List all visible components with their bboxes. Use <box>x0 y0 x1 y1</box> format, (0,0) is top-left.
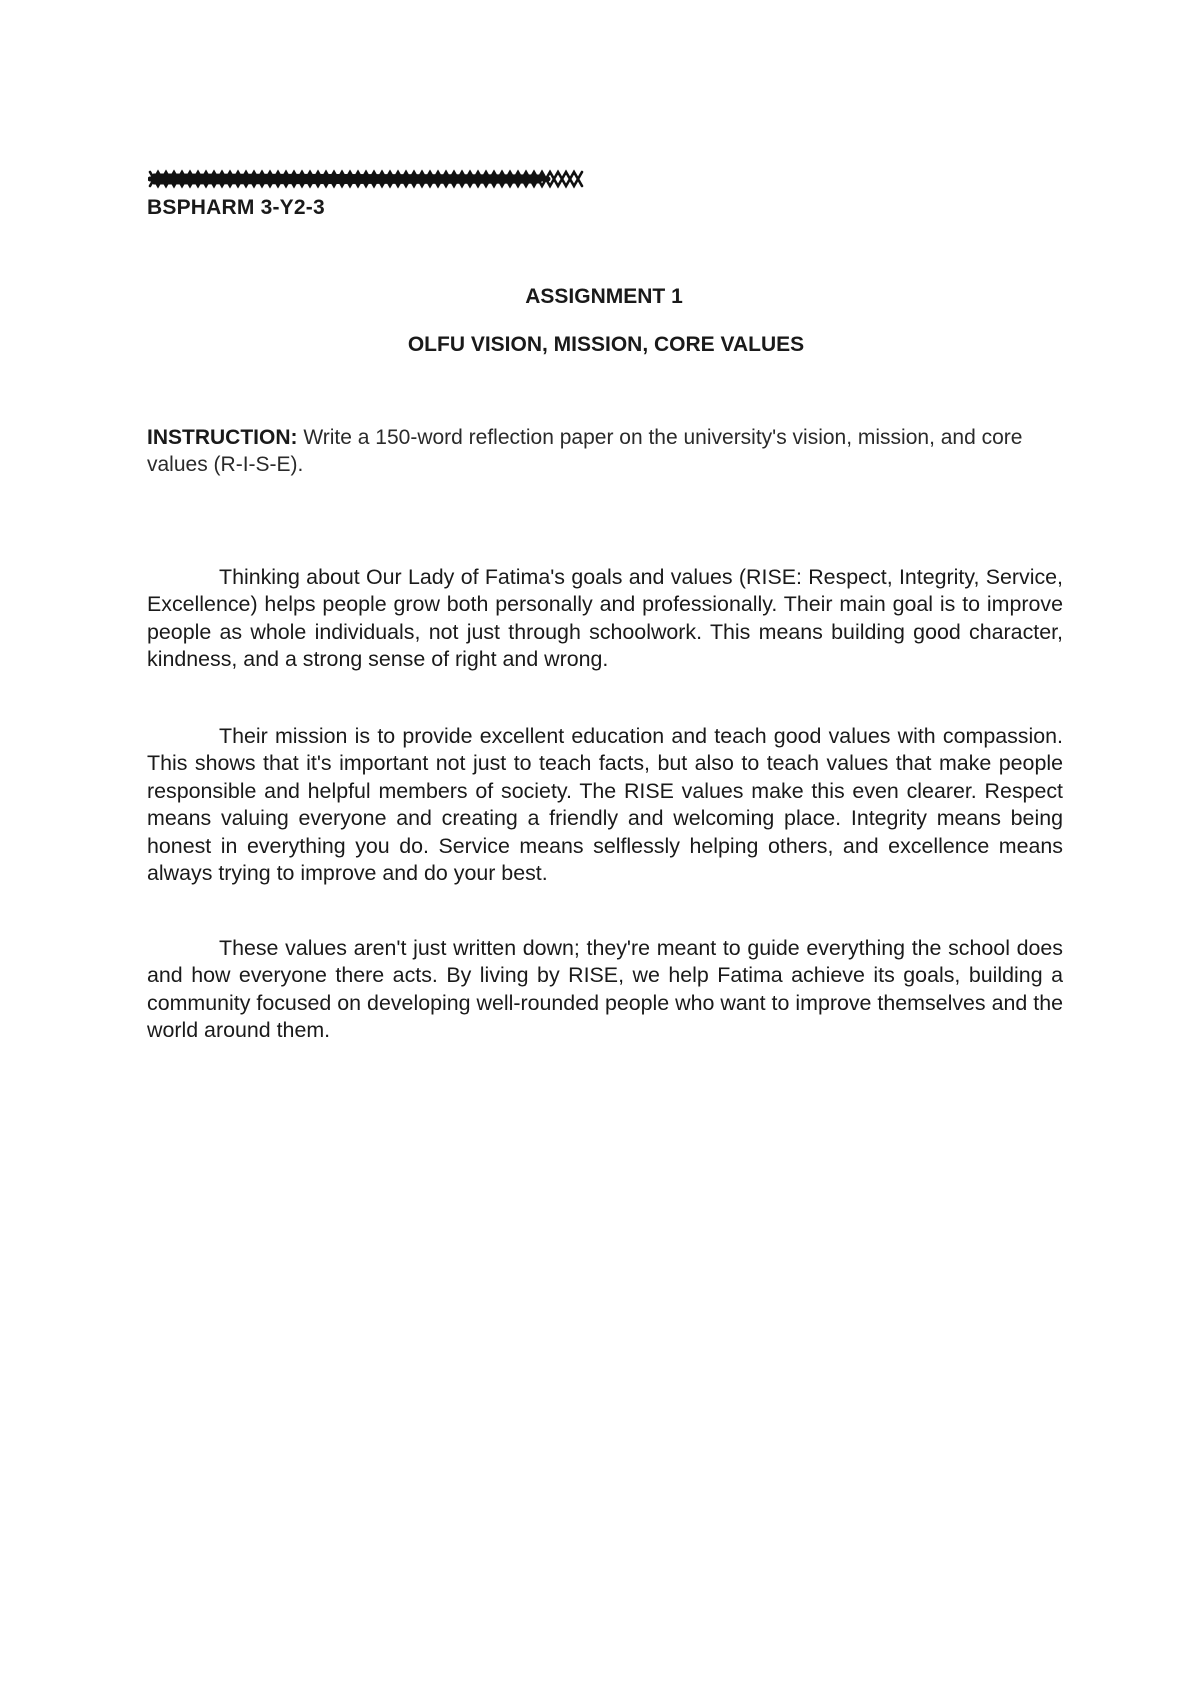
instruction-text: Write a 150-word reflection paper on the university's vision, mission, and core values (R-I-S-E). <box>147 426 1023 476</box>
instruction-label: INSTRUCTION: <box>147 426 298 449</box>
reflection-paragraph: Thinking about Our Lady of Fatima's goals and values (RISE: Respect, Integrity, Service, Excellence) helps people grow both personally and professionally. Their main goal is to improve people as whole individuals, not just through schoolwork. This means building good character, kindness, and a strong sense of right and wrong. <box>147 565 1063 672</box>
reflection-paragraph: Their mission is to provide excellent education and teach good values with compassion. This shows that it's important not just to teach facts, but also to teach values that make people responsible and helpful members of society. The RISE values make this even clearer. Respect means valuing everyone and creating a friendly and welcoming place. Integrity means being honest in everything you do. Service means selflessly helping others, and excellence means always trying to improve and do your best. <box>147 724 1063 886</box>
redacted-name-scribble <box>148 168 588 190</box>
course-section: BSPHARM 3-Y2-3 <box>147 196 325 219</box>
assignment-title: ASSIGNMENT 1 <box>525 285 683 308</box>
instruction-block <box>147 424 1062 478</box>
reflection-paragraph: These values aren't just written down; they're meant to guide everything the school does and how everyone there acts. By living by RISE, we help Fatima achieve its goals, building a community focused on developing well-rounded people who want to improve themselves and the world around them. <box>147 936 1063 1043</box>
topic-title: OLFU VISION, MISSION, CORE VALUES <box>407 333 805 356</box>
